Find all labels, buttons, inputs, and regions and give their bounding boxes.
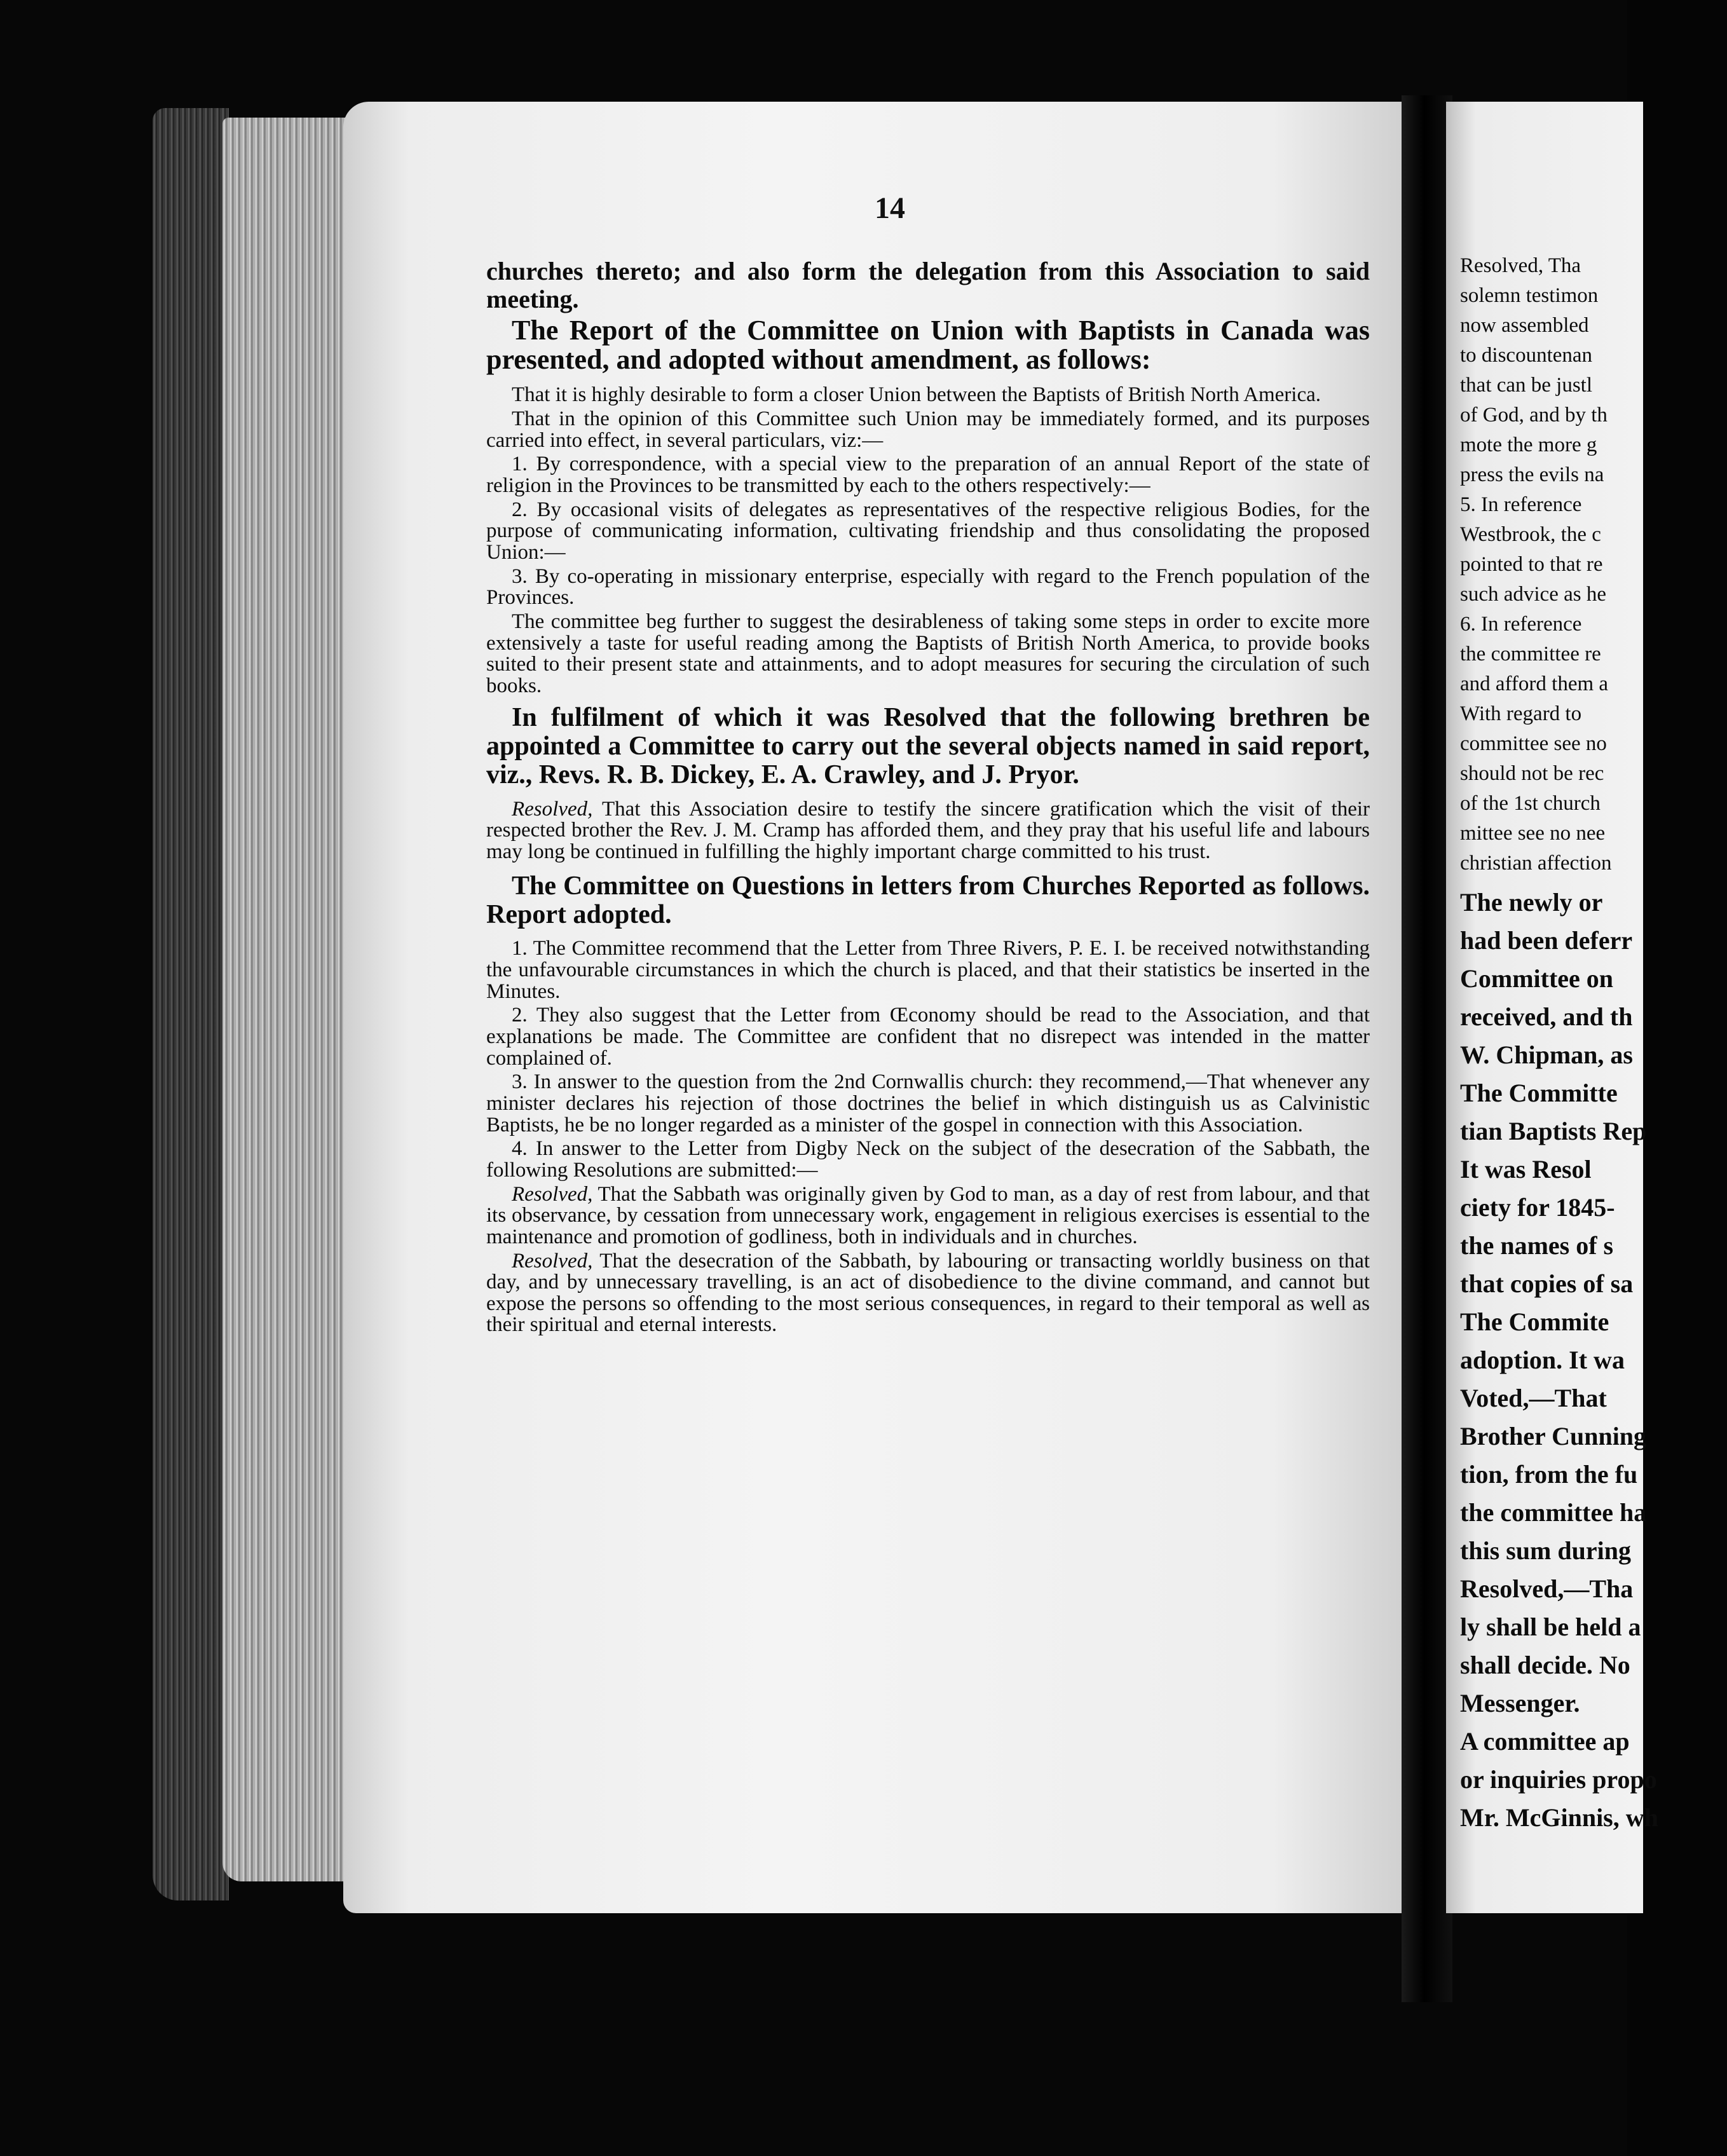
facing-line: Voted,—That <box>1460 1384 1607 1412</box>
facing-page-partial <box>1446 102 1658 1913</box>
paragraph-9-fulfilment: In fulfilment of which it was Resolved that the following brethren be appointed a Committee to carry out the several objects named in said report, viz., Revs. R. B. Dickey, E. A. Crawley, and J. Pryor. <box>486 702 1370 790</box>
paragraph-5: 1. By correspondence, with a special view to the preparation of an annual Report of the state of religion in the Provinces to be transmitted by each to the others respectively:— <box>486 453 1370 497</box>
paragraph-17-resolved <box>486 1251 1370 1337</box>
paragraph-16-text: That the Sabbath was originally given by God to man, as a day of rest from labour, and that its observance, by cessation from unnecessary work, engagement in religious exercises is essential to the maintenance and promotion of godliness, both in individuals and in churches. <box>486 1182 1370 1248</box>
facing-line: or inquiries propo <box>1460 1765 1657 1794</box>
facing-line: christian affection <box>1460 852 1612 875</box>
paragraph-11-questions: The Committee on Questions in letters from Churches Reported as follows. Report adopted. <box>486 871 1370 929</box>
facing-line: mote the more g <box>1460 433 1597 456</box>
facing-line: now assembled <box>1460 314 1589 337</box>
book-gutter <box>1402 95 1452 2002</box>
paragraph-15: 4. In answer to the Letter from Digby Neck on the subject of the desecration of the Sabbath, the following Resolutions are submitted:— <box>486 1137 1370 1182</box>
facing-line: solemn testimon <box>1460 284 1599 307</box>
paragraph-3: That it is highly desirable to form a closer Union between the Baptists of British North America. <box>512 383 1321 407</box>
paragraph-2-union-report: The Report of the Committee on Union with Baptists in Canada was presented, and adopted without amendment, as follows: <box>486 315 1370 376</box>
facing-line: A committee ap <box>1460 1727 1630 1756</box>
facing-line: pointed to that re <box>1460 553 1603 576</box>
paragraph-17-text: That the desecration of the Sabbath, by labouring or transacting worldly business on that day, and by unnecessary travelling, is an act of disobedience to the divine command, and cannot but expose the persons so offending to the most serious consequences, in regard to their temporal as well as their spiritual and eternal interests. <box>486 1249 1370 1337</box>
facing-line: Brother Cunning <box>1460 1422 1647 1450</box>
facing-line: tian Baptists Rep <box>1460 1117 1647 1145</box>
facing-line: should not be rec <box>1460 762 1604 785</box>
facing-line: and afford them a <box>1460 672 1609 695</box>
facing-line: Mr. McGinnis, wh <box>1460 1803 1658 1832</box>
facing-line: It was Resol <box>1460 1155 1592 1184</box>
facing-line: 6. In reference <box>1460 613 1582 636</box>
facing-line: The newly or <box>1460 888 1603 917</box>
facing-line: of God, and by th <box>1460 404 1608 426</box>
paragraph-1: churches thereto; and also form the delegation from this Association to said meeting. <box>486 257 1370 313</box>
resolved-label: Resolved, <box>512 1249 593 1272</box>
facing-line: tion, from the fu <box>1460 1460 1638 1489</box>
resolved-label: Resolved, <box>512 1182 593 1206</box>
facing-line: such advice as he <box>1460 583 1606 606</box>
facing-line: had been deferr <box>1460 926 1633 955</box>
facing-line: committee see no <box>1460 732 1607 755</box>
facing-line: adoption. It wa <box>1460 1346 1625 1374</box>
facing-line: this sum during <box>1460 1536 1631 1565</box>
facing-line: of the 1st church <box>1460 792 1601 815</box>
facing-line: 5. In reference <box>1460 493 1582 516</box>
facing-line: shall decide. No <box>1460 1651 1630 1679</box>
paragraph-10-resolved <box>486 799 1370 863</box>
facing-line: the names of s <box>1460 1231 1614 1260</box>
paragraph-16-resolved <box>486 1184 1370 1248</box>
page-number: 14 <box>875 191 905 225</box>
paragraph-4: That in the opinion of this Committee such Union may be immediately formed, and its purposes carried into effect, in several particulars, viz:— <box>486 407 1370 452</box>
facing-line: that can be justl <box>1460 374 1593 397</box>
facing-line: Messenger. <box>1460 1689 1580 1717</box>
paragraph-8: The committee beg further to suggest the desirableness of taking some steps in order to excite more extensively a taste for useful reading among the Baptists of British North America, to provide books suited to their present state and attainments, and to adopt measures for securing the circulation of such books. <box>486 610 1370 697</box>
paragraph-13: 2. They also suggest that the Letter from Œconomy should be read to the Association, and that explanations be made. The Committee are confident that no disrepect was intended in the matter complained of. <box>486 1004 1370 1070</box>
facing-line: to discountenan <box>1460 344 1593 367</box>
facing-line: Westbrook, the c <box>1460 523 1601 546</box>
facing-line: With regard to <box>1460 702 1582 725</box>
facing-line: Resolved,—Tha <box>1460 1574 1634 1603</box>
book-page-edges-outer <box>153 108 229 1900</box>
paragraph-12: 1. The Committee recommend that the Letter from Three Rivers, P. E. I. be received notwithstanding the unfavourable circumstances in which the church is placed, and that their statistics be inserted in the Minutes. <box>486 937 1370 1003</box>
facing-line: Resolved, Tha <box>1460 254 1581 277</box>
facing-line: The Commite <box>1460 1307 1609 1336</box>
facing-line: press the evils na <box>1460 463 1604 486</box>
paragraph-14: 3. In answer to the question from the 2nd Cornwallis church: they recommend,—That whenever any minister declares his rejection of those doctrines the belief in which distinguish us as Calvinistic Baptists, he be no longer regarded as a minister of the gospel in connection with this Association. <box>486 1070 1370 1136</box>
facing-line: that copies of sa <box>1460 1269 1634 1298</box>
facing-line: the committee ha <box>1460 1498 1647 1527</box>
facing-line: The Committe <box>1460 1079 1618 1107</box>
facing-line: Committee on <box>1460 964 1614 993</box>
paragraph-10-text: That this Association desire to testify the sincere gratification which the visit of their respected brother the Rev. J. M. Cramp has afforded them, and they pray that his useful life and labours may long be continued in fulfilling the highly important charge committed to his trust. <box>486 797 1370 863</box>
facing-line: mittee see no nee <box>1460 822 1606 845</box>
facing-line: ciety for 1845- <box>1460 1193 1615 1222</box>
facing-line: received, and th <box>1460 1002 1633 1031</box>
paragraph-6: 2. By occasional visits of delegates as representatives of the respective religious Bodies, for the purpose of communicating information, cultivating friendship and thus consolidating the proposed Union:— <box>486 498 1370 564</box>
facing-line: W. Chipman, as <box>1460 1040 1633 1069</box>
resolved-label: Resolved, <box>512 797 593 821</box>
left-page <box>343 102 1437 1913</box>
facing-line: the committee re <box>1460 643 1601 665</box>
facing-page-text <box>1460 251 1727 1837</box>
paragraph-7: 3. By co-operating in missionary enterprise, especially with regard to the French population of the Provinces. <box>486 564 1370 610</box>
page-body-text <box>486 257 1370 1339</box>
facing-line: ly shall be held a <box>1460 1613 1641 1641</box>
book-page-edges-inner <box>222 118 350 1881</box>
